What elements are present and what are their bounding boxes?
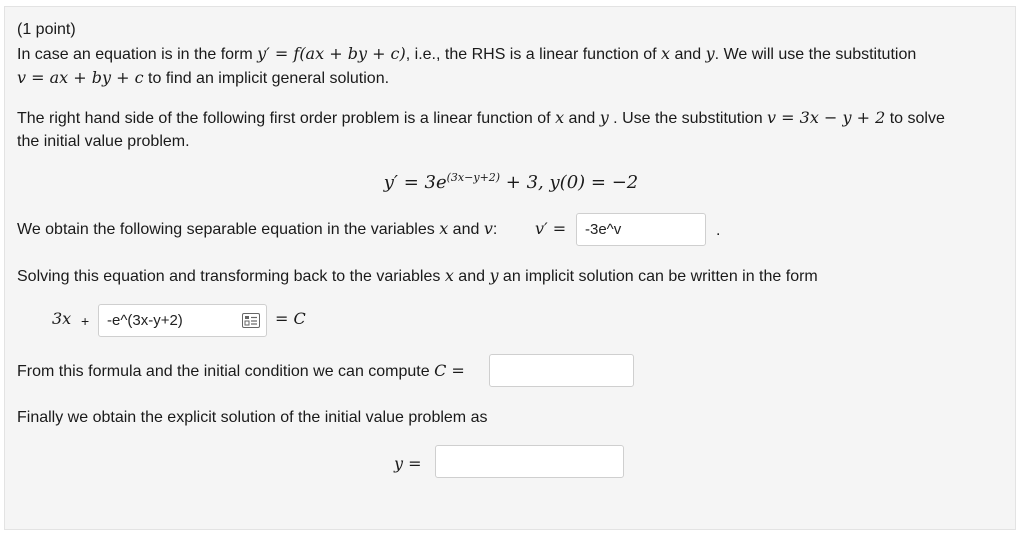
separable-equation-line (17, 219, 497, 240)
c-equals-label: C = (434, 361, 465, 380)
problem-card (4, 6, 1016, 530)
statement-text: The right hand side of the following first order problem is a linear function of (17, 110, 556, 127)
problem-statement-line-1 (17, 108, 945, 129)
intro-line-1 (17, 44, 916, 65)
implicit-text: an implicit solution can be written in the form (498, 268, 818, 285)
equation-exponent: (3x−y+2) (446, 171, 501, 184)
var-y: y (705, 44, 715, 63)
var-x: x (439, 219, 449, 238)
y-equals-label: y = (394, 454, 422, 473)
equation-editor-icon[interactable] (242, 313, 260, 328)
substitution-math: v = 3x − y + 2 (767, 108, 886, 127)
var-x: x (444, 266, 454, 285)
intro-text: , i.e., the RHS is a linear function of (405, 46, 661, 63)
implicit-text: Solving this equation and transforming back to the variables (17, 268, 445, 285)
equals-c: = C (275, 309, 306, 328)
period-text: . (716, 222, 721, 239)
separable-answer-input[interactable] (576, 213, 706, 246)
statement-text: and (564, 110, 600, 127)
explicit-solution-input[interactable] (435, 445, 624, 478)
implicit-answer-input[interactable] (98, 304, 267, 337)
intro-text: and (670, 46, 706, 63)
implicit-text: and (453, 268, 490, 285)
explicit-lhs (394, 454, 422, 474)
implicit-rhs (275, 309, 306, 329)
intro-text: In case an equation is in the form (17, 46, 258, 63)
intro-line-2 (17, 68, 389, 89)
var-v: v (483, 219, 493, 238)
equation-lhs: y′ = 3e (383, 172, 447, 193)
display-equation (5, 171, 1017, 195)
separable-text: We obtain the following separable equation in the variables (17, 221, 440, 238)
equation-rhs: + 3, y(0) = −2 (500, 172, 639, 193)
implicit-lhs-math: 3x (52, 309, 72, 328)
separable-lhs (535, 219, 566, 239)
separable-text: : (492, 221, 498, 238)
constant-line (17, 361, 465, 382)
intro-text: to find an implicit general solution. (143, 70, 390, 87)
constant-c-input[interactable] (489, 354, 634, 387)
separable-text: and (448, 221, 484, 238)
implicit-answer-value: -e^(3x-y+2) (107, 312, 183, 329)
intro-form-math: y′ = f(ax + by + c) (257, 44, 406, 63)
substitution-math: v = ax + by + c (17, 68, 144, 87)
implicit-plus (81, 311, 89, 331)
separable-answer-value: -3e^v (585, 221, 622, 238)
statement-text: the initial value problem. (17, 133, 190, 150)
v-prime-label: v′ = (535, 219, 567, 238)
separable-period (716, 221, 720, 241)
var-x: x (661, 44, 671, 63)
intro-text: . We will use the substitution (714, 46, 917, 63)
plus-sign: + (81, 313, 90, 329)
var-x: x (555, 108, 565, 127)
explicit-line (17, 408, 487, 428)
problem-statement-line-2 (17, 132, 190, 152)
points-text: (1 point) (17, 21, 76, 38)
var-y: y (599, 108, 609, 127)
points-label (17, 20, 76, 40)
constant-text: From this formula and the initial condition we can compute (17, 363, 435, 380)
implicit-lhs (52, 309, 71, 329)
implicit-solution-line (17, 266, 818, 287)
var-y: y (489, 266, 499, 285)
explicit-text: Finally we obtain the explicit solution of the initial value problem as (17, 409, 488, 426)
statement-text: . Use the substitution (608, 110, 768, 127)
statement-text: to solve (885, 110, 945, 127)
